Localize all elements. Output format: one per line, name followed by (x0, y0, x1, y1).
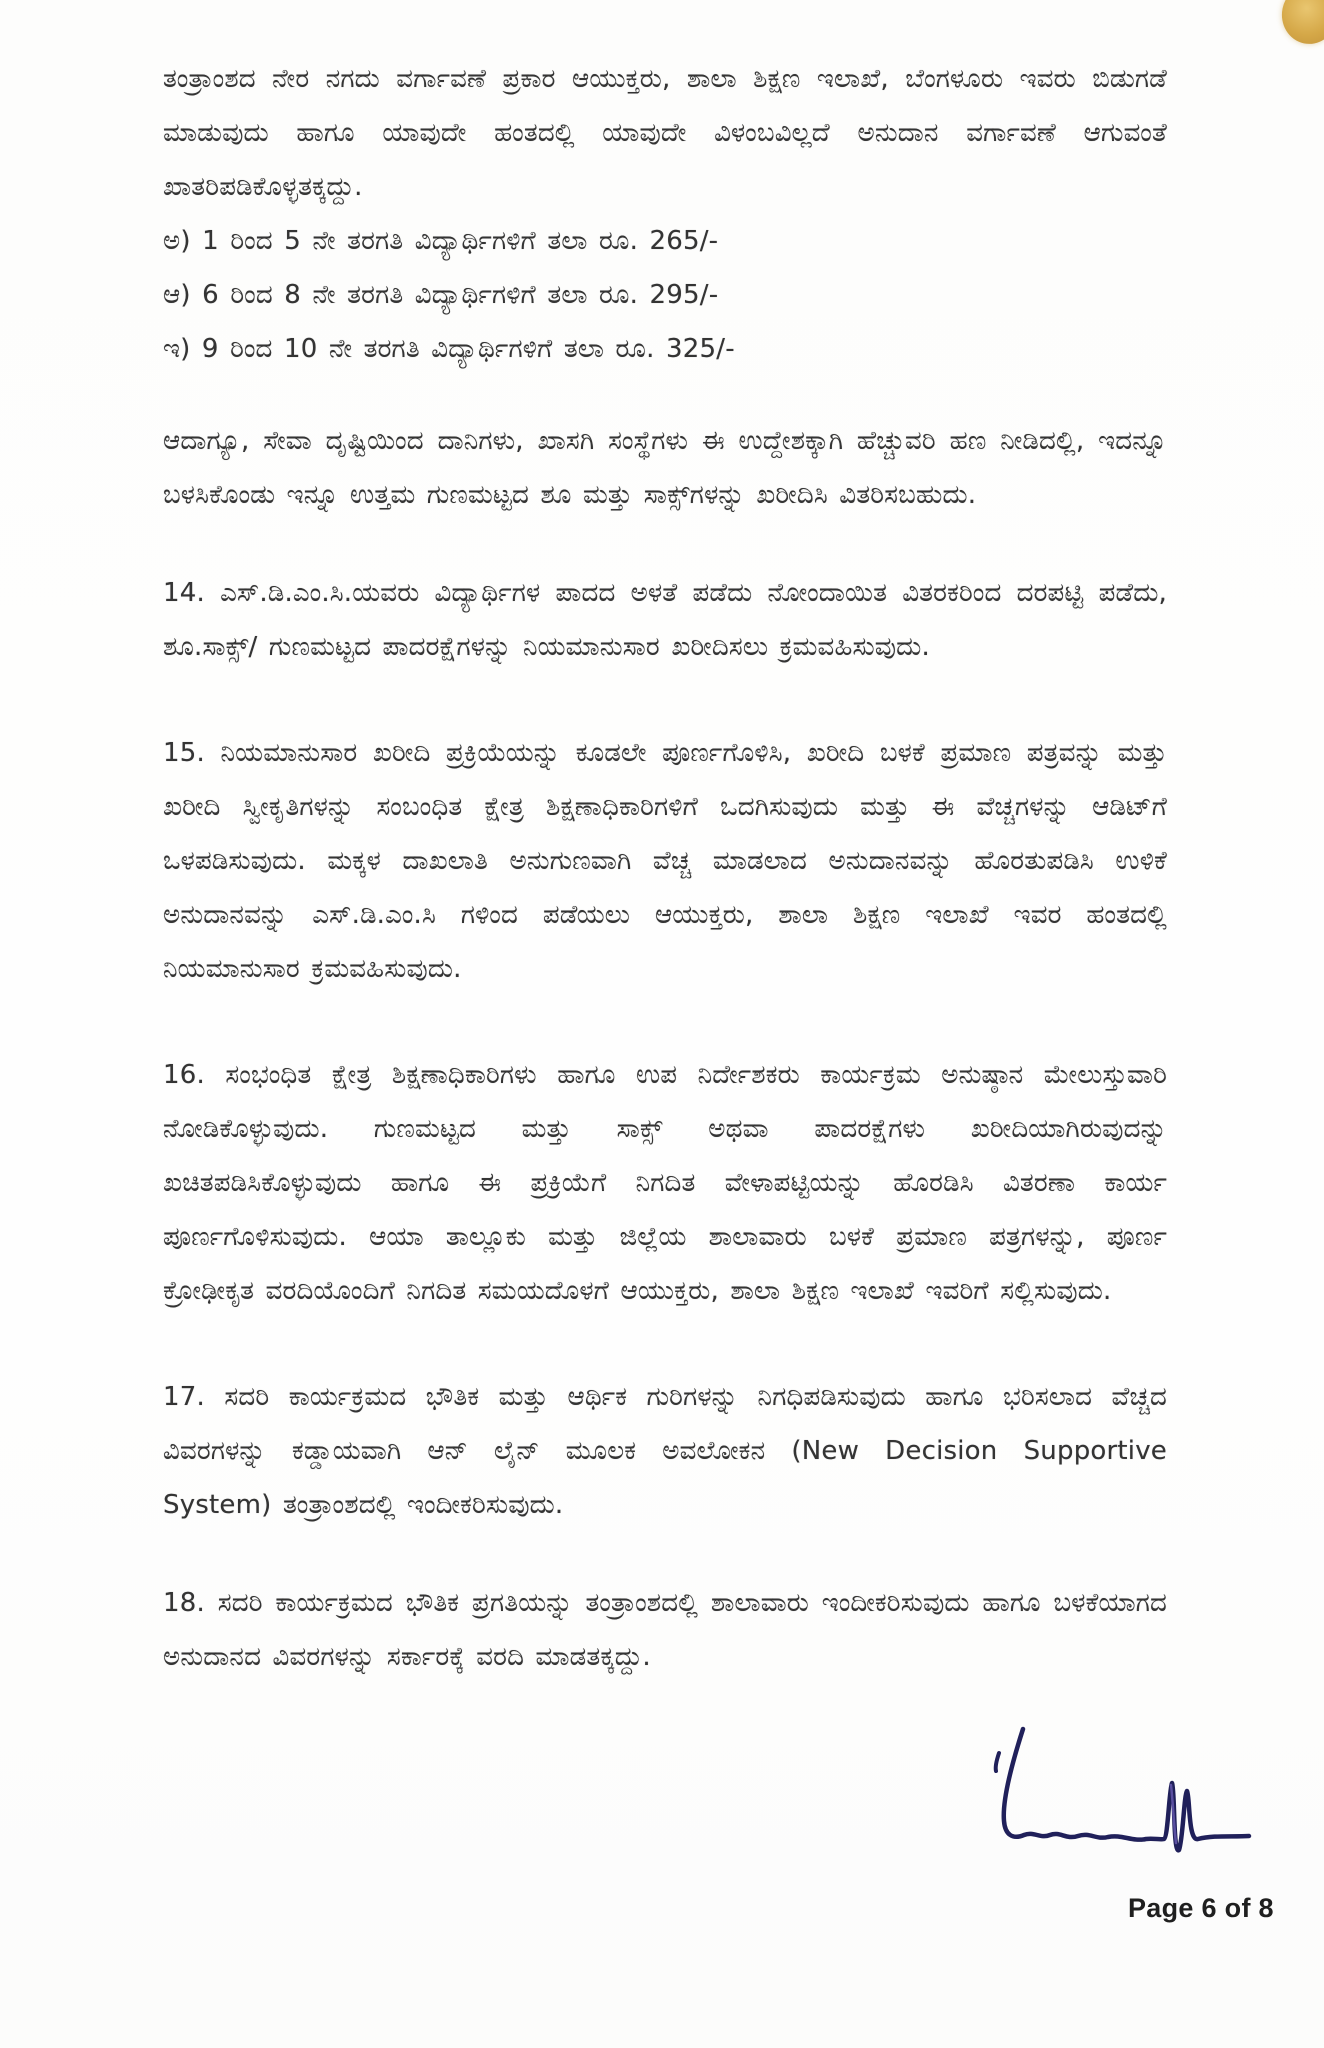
note-paragraph: ಆದಾಗ್ಯೂ, ಸೇವಾ ದೃಷ್ಟಿಯಿಂದ ದಾನಿಗಳು, ಖಾಸಗಿ ಸಂಸ್ಥೆಗಳು ಈ ಉದ್ದೇಶಕ್ಕಾಗಿ ಹೆಚ್ಚುವರಿ ಹಣ ನೀಡಿದಲ್ಲಿ, ಇದನ್ನೂ ಬಳಸಿಕೊಂಡು ಇನ್ನೂ ಉತ್ತಮ ಗುಣಮಟ್ಟದ ಶೂ ಮತ್ತು ಸಾಕ್ಸ್‌ಗಳನ್ನು ಖರೀದಿಸಿ ವಿತರಿಸಬಹುದು. (163, 426, 1167, 510)
rate-list (163, 214, 1167, 376)
document-body (163, 52, 1167, 1684)
rate-item-classes-1-5: ಅ) 1 ರಿಂದ 5 ನೇ ತರಗತಿ ವಿದ್ಯಾರ್ಥಿಗಳಿಗೆ ತಲಾ ರೂ. 265/- (163, 226, 719, 256)
intro-paragraph: ತಂತ್ರಾಂಶದ ನೇರ ನಗದು ವರ್ಗಾವಣೆ ಪ್ರಕಾರ ಆಯುಕ್ತರು, ಶಾಲಾ ಶಿಕ್ಷಣ ಇಲಾಖೆ, ಬೆಂಗಳೂರು ಇವರು ಬಿಡುಗಡೆ ಮಾಡುವುದು ಹಾಗೂ ಯಾವುದೇ ಹಂತದಲ್ಲಿ ಯಾವುದೇ ವಿಳಂಬವಿಲ್ಲದೆ ಅನುದಾನ ವರ್ಗಾವಣೆ ಆಗುವಂತೆ ಖಾತರಿಪಡಿಕೊಳ್ಳತಕ್ಕದ್ದು. (163, 64, 1167, 202)
clause-17: 17. ಸದರಿ ಕಾರ್ಯಕ್ರಮದ ಭೌತಿಕ ಮತ್ತು ಆರ್ಥಿಕ ಗುರಿಗಳನ್ನು ನಿಗಧಿಪಡಿಸುವುದು ಹಾಗೂ ಭರಿಸಲಾದ ವೆಚ್ಚದ ವಿವರಗಳನ್ನು ಕಡ್ಡಾಯವಾಗಿ ಆನ್ ಲೈನ್ ಮೂಲಕ ಅವಲೋಕನ (New Decision Supportive System) ತಂತ್ರಾಂಶದಲ್ಲಿ ಇಂದೀಕರಿಸುವುದು. (163, 1382, 1167, 1520)
rate-item-classes-9-10: ಇ) 9 ರಿಂದ 10 ನೇ ತರಗತಿ ವಿದ್ಯಾರ್ಥಿಗಳಿಗೆ ತಲಾ ರೂ. 325/- (163, 334, 735, 364)
gold-seal-fragment (1276, 0, 1324, 49)
clause-18: 18. ಸದರಿ ಕಾರ್ಯಕ್ರಮದ ಭೌತಿಕ ಪ್ರಗತಿಯನ್ನು ತಂತ್ರಾಂಶದಲ್ಲಿ ಶಾಲಾವಾರು ಇಂದೀಕರಿಸುವುದು ಹಾಗೂ ಬಳಕೆಯಾಗದ ಅನುದಾನದ ವಿವರಗಳನ್ನು ಸರ್ಕಾರಕ್ಕೆ ವರದಿ ಮಾಡತಕ್ಕದ್ದು. (163, 1588, 1167, 1672)
signature-mark (935, 1715, 1265, 1910)
clause-16: 16. ಸಂಭಂಧಿತ ಕ್ಷೇತ್ರ ಶಿಕ್ಷಣಾಧಿಕಾರಿಗಳು ಹಾಗೂ ಉಪ ನಿರ್ದೇಶಕರು ಕಾರ್ಯಕ್ರಮ ಅನುಷ್ಠಾನ ಮೇಲುಸ್ತುವಾರಿ ನೋಡಿಕೊಳ್ಳುವುದು. ಗುಣಮಟ್ಟದ ಮತ್ತು ಸಾಕ್ಸ್ ಅಥವಾ ಪಾದರಕ್ಷೆಗಳು ಖರೀದಿಯಾಗಿರುವುದನ್ನು ಖಚಿತಪಡಿಸಿಕೊಳ್ಳುವುದು ಹಾಗೂ ಈ ಪ್ರಕ್ರಿಯೆಗೆ ನಿಗದಿತ ವೇಳಾಪಟ್ಟಿಯನ್ನು ಹೊರಡಿಸಿ ವಿತರಣಾ ಕಾರ್ಯ ಪೂರ್ಣಗೊಳಿಸುವುದು. ಆಯಾ ತಾಲ್ಲೂಕು ಮತ್ತು ಜಿಲ್ಲೆಯ ಶಾಲಾವಾರು ಬಳಕೆ ಪ್ರಮಾಣ ಪತ್ರಗಳನ್ನು, ಪೂರ್ಣ ಕ್ರೋಢೀಕೃತ ವರದಿಯೊಂದಿಗೆ ನಿಗದಿತ ಸಮಯದೊಳಗೆ ಆಯುಕ್ತರು, ಶಾಲಾ ಶಿಕ್ಷಣ ಇಲಾಖೆ ಇವರಿಗೆ ಸಲ್ಲಿಸುವುದು. (163, 1060, 1167, 1306)
page-number: Page 6 of 8 (1128, 1893, 1274, 1923)
clause-15: 15. ನಿಯಮಾನುಸಾರ ಖರೀದಿ ಪ್ರಕ್ರಿಯೆಯನ್ನು ಕೂಡಲೇ ಪೂರ್ಣಗೊಳಿಸಿ, ಖರೀದಿ ಬಳಕೆ ಪ್ರಮಾಣ ಪತ್ರವನ್ನು ಮತ್ತು ಖರೀದಿ ಸ್ವೀಕೃತಿಗಳನ್ನು ಸಂಬಂಧಿತ ಕ್ಷೇತ್ರ ಶಿಕ್ಷಣಾಧಿಕಾರಿಗಳಿಗೆ ಒದಗಿಸುವುದು ಮತ್ತು ಈ ವೆಚ್ಚಗಳನ್ನು ಆಡಿಟ್‌ಗೆ ಒಳಪಡಿಸುವುದು. ಮಕ್ಕಳ ದಾಖಲಾತಿ ಅನುಗುಣವಾಗಿ ವೆಚ್ಚ ಮಾಡಲಾದ ಅನುದಾನವನ್ನು ಹೊರತುಪಡಿಸಿ ಉಳಿಕೆ ಅನುದಾನವನ್ನು ಎಸ್.ಡಿ.ಎಂ.ಸಿ ಗಳಿಂದ ಪಡೆಯಲು ಆಯುಕ್ತರು, ಶಾಲಾ ಶಿಕ್ಷಣ ಇಲಾಖೆ ಇವರ ಹಂತದಲ್ಲಿ ನಿಯಮಾನುಸಾರ ಕ್ರಮವಹಿಸುವುದು. (163, 738, 1167, 984)
clause-14: 14. ಎಸ್.ಡಿ.ಎಂ.ಸಿ.ಯವರು ವಿದ್ಯಾರ್ಥಿಗಳ ಪಾದದ ಅಳತೆ ಪಡೆದು ನೋಂದಾಯಿತ ವಿತರಕರಿಂದ ದರಪಟ್ಟಿ ಪಡೆದು, ಶೂ.ಸಾಕ್ಸ್/ ಗುಣಮಟ್ಟದ ಪಾದರಕ್ಷೆಗಳನ್ನು ನಿಯಮಾನುಸಾರ ಖರೀದಿಸಲು ಕ್ರಮವಹಿಸುವುದು. (163, 578, 1167, 662)
rate-item-classes-6-8: ಆ) 6 ರಿಂದ 8 ನೇ ತರಗತಿ ವಿದ್ಯಾರ್ಥಿಗಳಿಗೆ ತಲಾ ರೂ. 295/- (163, 280, 719, 310)
